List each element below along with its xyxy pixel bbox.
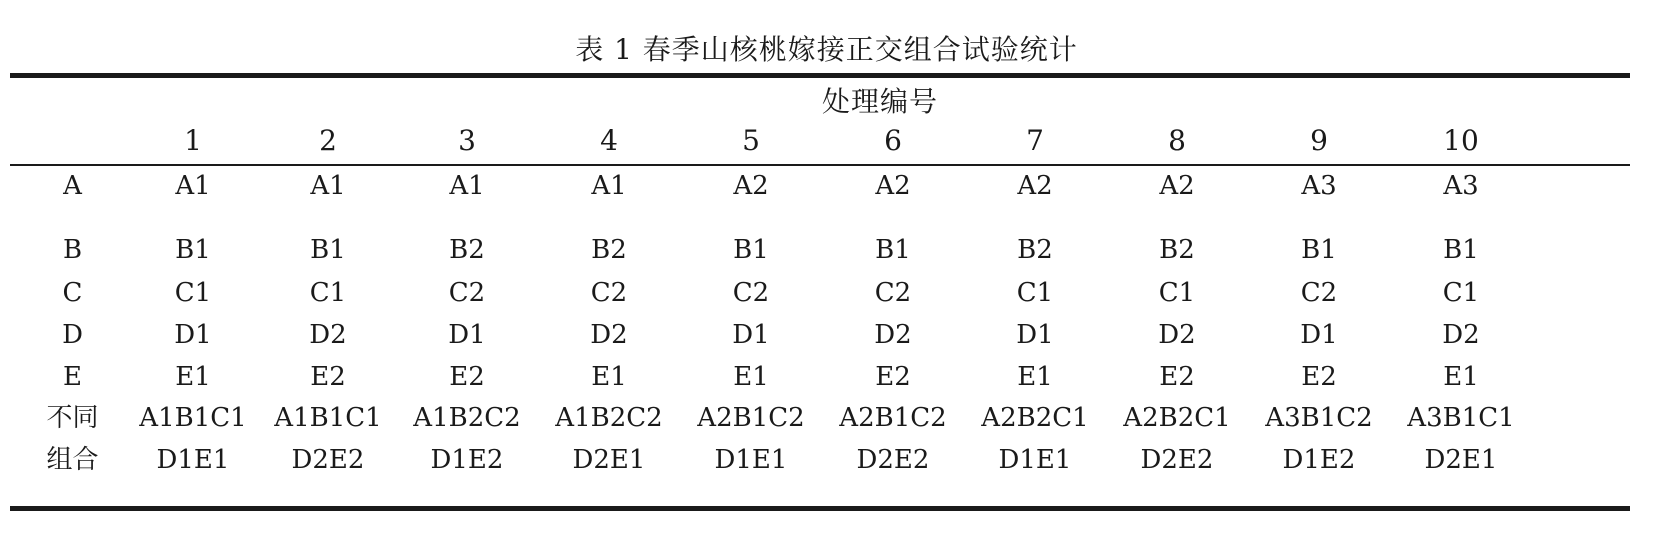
- table-cell: D2: [874, 320, 912, 350]
- table-cell: B2: [449, 235, 485, 265]
- table-cell: C1: [174, 278, 212, 308]
- row-label: A: [63, 171, 82, 201]
- table-cell: C2: [732, 278, 770, 308]
- table-cell: C2: [448, 278, 486, 308]
- column-group-header: 处理编号: [821, 85, 938, 118]
- table-cell: D1: [732, 320, 770, 350]
- table-cell: A1B1C1: [274, 403, 382, 433]
- row-label: 组合: [46, 445, 99, 475]
- bottom-rule: [10, 506, 1630, 511]
- table-cell: A2B1C2: [839, 403, 947, 433]
- top-rule: [10, 73, 1630, 78]
- column-number-6: 6: [884, 124, 902, 157]
- table-cell: E1: [591, 362, 627, 392]
- table-cell: A2B2C1: [1123, 403, 1231, 433]
- row-label: 不同: [46, 403, 99, 433]
- table-cell: A1: [591, 171, 627, 201]
- table-cell: E2: [449, 362, 485, 392]
- table-row: [0, 315, 1653, 355]
- table-cell: D2E2: [1140, 445, 1214, 475]
- table-cell: E1: [175, 362, 211, 392]
- table-row: [0, 357, 1653, 397]
- table-cell: B1: [1301, 235, 1337, 265]
- column-number-10: 10: [1443, 124, 1479, 157]
- table-cell: E2: [1301, 362, 1337, 392]
- column-number-8: 8: [1168, 124, 1186, 157]
- table-cell: E1: [1443, 362, 1479, 392]
- table-cell: D2: [309, 320, 347, 350]
- table-cell: C1: [1442, 278, 1480, 308]
- column-number-2: 2: [319, 124, 337, 157]
- table-cell: A2B1C2: [697, 403, 805, 433]
- table-row: [0, 398, 1653, 438]
- table-cell: A2B2C1: [981, 403, 1089, 433]
- table-cell: C1: [1016, 278, 1054, 308]
- row-label: E: [63, 362, 82, 392]
- table-cell: E2: [1159, 362, 1195, 392]
- table-cell: A1: [310, 171, 346, 201]
- column-number-1: 1: [184, 124, 202, 157]
- table-cell: B1: [175, 235, 211, 265]
- table-cell: E2: [310, 362, 346, 392]
- column-number-row: [0, 121, 1653, 161]
- table-cell: A1B1C1: [139, 403, 247, 433]
- table-cell: D1: [1300, 320, 1338, 350]
- row-label: D: [62, 320, 83, 350]
- table-cell: A3: [1301, 171, 1337, 201]
- table-cell: B1: [310, 235, 346, 265]
- table-cell: D2E1: [1424, 445, 1498, 475]
- row-label: C: [62, 278, 83, 308]
- table-cell: B2: [1159, 235, 1195, 265]
- table-cell: D2: [590, 320, 628, 350]
- table-cell: A2: [875, 171, 911, 201]
- table-cell: D1E1: [998, 445, 1072, 475]
- table-row: [0, 166, 1653, 206]
- table-cell: A2: [1159, 171, 1195, 201]
- table-cell: D1E2: [430, 445, 504, 475]
- table-cell: D1: [448, 320, 486, 350]
- column-number-9: 9: [1310, 124, 1328, 157]
- table-cell: A1: [175, 171, 211, 201]
- table-cell: D2: [1158, 320, 1196, 350]
- table-cell: A2: [1017, 171, 1053, 201]
- row-label: B: [62, 235, 83, 265]
- table-cell: D1E1: [714, 445, 788, 475]
- table-cell: E2: [875, 362, 911, 392]
- table-row: [0, 440, 1653, 480]
- table-cell: A1B2C2: [555, 403, 663, 433]
- column-number-7: 7: [1026, 124, 1044, 157]
- table-cell: E1: [1017, 362, 1053, 392]
- table-cell: C1: [1158, 278, 1196, 308]
- table-cell: B2: [591, 235, 627, 265]
- column-number-4: 4: [600, 124, 618, 157]
- table-cell: A3: [1443, 171, 1479, 201]
- table-cell: A2: [733, 171, 769, 201]
- table-cell: A1: [449, 171, 485, 201]
- table-cell: D1E2: [1282, 445, 1356, 475]
- table-row: [0, 273, 1653, 313]
- table-cell: A3B1C2: [1265, 403, 1373, 433]
- column-number-3: 3: [458, 124, 476, 157]
- table-cell: B2: [1017, 235, 1053, 265]
- table-title: 表 1 春季山核桃嫁接正交组合试验统计: [575, 33, 1078, 66]
- table-cell: B1: [1443, 235, 1479, 265]
- table-cell: C2: [1300, 278, 1338, 308]
- table-cell: D2E1: [572, 445, 646, 475]
- table-row: [0, 230, 1653, 270]
- table-cell: E1: [733, 362, 769, 392]
- table-cell: B1: [875, 235, 911, 265]
- table-cell: D2E2: [291, 445, 365, 475]
- table-cell: D2: [1442, 320, 1480, 350]
- table-cell: C2: [874, 278, 912, 308]
- table-cell: C2: [590, 278, 628, 308]
- table-cell: C1: [309, 278, 347, 308]
- table-cell: D1: [174, 320, 212, 350]
- table-cell: A3B1C1: [1407, 403, 1515, 433]
- table-cell: A1B2C2: [413, 403, 521, 433]
- table-cell: D1E1: [156, 445, 230, 475]
- table-cell: B1: [733, 235, 769, 265]
- column-number-5: 5: [742, 124, 760, 157]
- table-cell: D2E2: [856, 445, 930, 475]
- table-cell: D1: [1016, 320, 1054, 350]
